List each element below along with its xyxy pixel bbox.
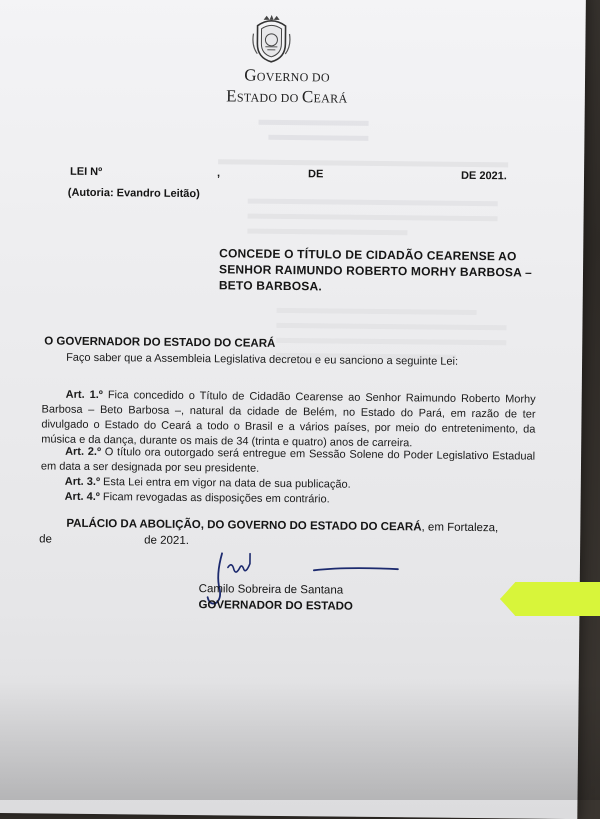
article-2-text: O título ora outorgado será entregue em Sessão Solene do Poder Legislativo Estadual em data a ser designada por seu presidente. <box>40 446 536 475</box>
sticky-note-flag <box>500 582 600 616</box>
header-line2-initial: E <box>226 86 237 106</box>
preamble-heading: O GOVERNADOR DO ESTADO DO CEARÁ <box>44 335 276 350</box>
closing-year: de 2021. <box>144 534 190 547</box>
state-coat-of-arms-icon <box>251 14 292 64</box>
article-1 <box>41 387 536 452</box>
header-line1-rest: OVERNO <box>256 69 309 85</box>
closing-de: de <box>39 533 53 546</box>
law-date-de-label: DE <box>307 168 324 181</box>
closing-line <box>66 518 546 535</box>
article-1-text: Fica concedido o Título de Cidadão Cearense ao Senhor Raimundo Roberto Morhy Barbosa – Beto Barbosa –, natural da cidade de Belém, no Estado do Pará, em razão de ter divulgado o Estado do Ceará a todo o Brasil e a vários países, por meio do entretenimento, da música e da dança, durante os mais de 34 (trinta e quatro) anos de carreira. <box>41 389 536 450</box>
signer-title: GOVERNADOR DO ESTADO <box>198 599 353 613</box>
closing-palace: PALÁCIO DA ABOLIÇÃO, DO GOVERNO DO ESTADO DO CEARÁ <box>66 517 422 534</box>
article-2-label: Art. 2.º <box>65 445 102 459</box>
article-3-text: Esta Lei entra em vigor na data de sua publicação. <box>99 476 351 491</box>
header-line2-rest2: EARÁ <box>313 91 348 106</box>
article-3-label: Art. 3.º <box>64 475 101 489</box>
header-line1-tail: DO <box>308 70 330 85</box>
signature-block <box>198 581 353 615</box>
article-1-label: Art. 1.º <box>65 388 103 402</box>
header-line2-rest: STADO <box>236 90 278 105</box>
law-number-label: LEI Nº <box>69 165 103 179</box>
law-authorship: (Autoria: Evandro Leitão) <box>67 186 200 201</box>
law-ementa: CONCEDE O TÍTULO DE CIDADÃO CEARENSE AO SENHOR RAIMUNDO ROBERTO MORHY BARBOSA – BETO BARBOSA. <box>218 246 533 294</box>
article-4-text: Ficam revogadas as disposições em contrário. <box>99 491 330 506</box>
header-line1-initial: G <box>244 65 257 85</box>
government-header <box>164 65 410 110</box>
header-line2-mid: DO <box>277 90 303 106</box>
header-line2-initial2: C <box>301 87 314 107</box>
law-year-label: DE 2021. <box>460 169 507 183</box>
preamble-text: Faço saber que a Assembleia Legislativa decretou e eu sanciono a seguinte Lei: <box>66 351 459 368</box>
article-4-label: Art. 4.º <box>64 490 100 504</box>
signer-name: Camilo Sobreira de Santana <box>198 583 344 597</box>
law-number-comma: , <box>216 167 221 180</box>
closing-place: , em Fortaleza, <box>421 521 499 535</box>
